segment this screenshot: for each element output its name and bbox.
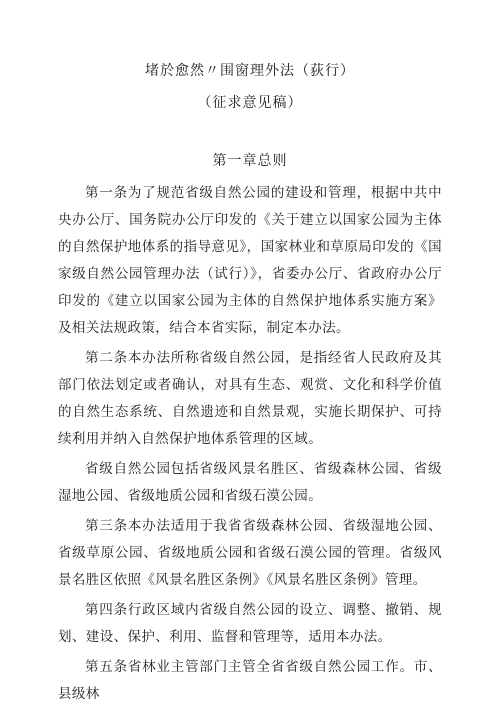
chapter-heading: 第一章总则 [212, 153, 288, 169]
paragraph-article-4: 第四条行政区域内省级自然公园的设立、调整、撤销、规划、建设、保护、利用、监督和管理等，适用本办法。 [58, 602, 442, 645]
document-subtitle: （征求意见稿） [197, 95, 303, 111]
paragraph-article-2-continued: 省级自然公园包括省级风景名胜区、省级森林公园、省级湿地公园、省级地质公园和省级石漠公园。 [58, 461, 442, 504]
paragraph-article-3: 第三条本办法适用于我省省级森林公园、省级湿地公园、省级草原公园、省级地质公园和省级石漠公园的管理。省级风景名胜区依照《风景名胜区条例》《风景名胜区条例》管理。 [58, 518, 442, 588]
paragraph-article-5: 第五条省林业主管部门主管全省省级自然公园工作。市、县级林 [58, 659, 442, 702]
paragraph-article-2: 第二条本办法所称省级自然公园，是指经省人民政府及其部门依法划定或者确认，对具有生态、观赏、文化和科学价值的自然生态系统、自然遗迹和自然景观，实施长期保护、可持续利用并纳入自然保护地体系管理的区域。 [58, 350, 442, 447]
document-body [58, 180, 442, 711]
document-title: 堵於愈然〃围窗理外法（荻行） [145, 63, 355, 79]
paragraph-article-1: 第一条为了规范省级自然公园的建设和管理，根据中共中央办公厅、国务院办公厅印发的《关于建立以国家公园为主体的自然保护地体系的指导意见》，国家林业和草原局印发的《国家级自然公园管理办法（试行）》，省委办公厅、省政府办公厅印发的《建立以国家公园为主体的自然保护地体系实施方案》及相关法规政策，结合本省实际，制定本办法。 [58, 185, 442, 336]
